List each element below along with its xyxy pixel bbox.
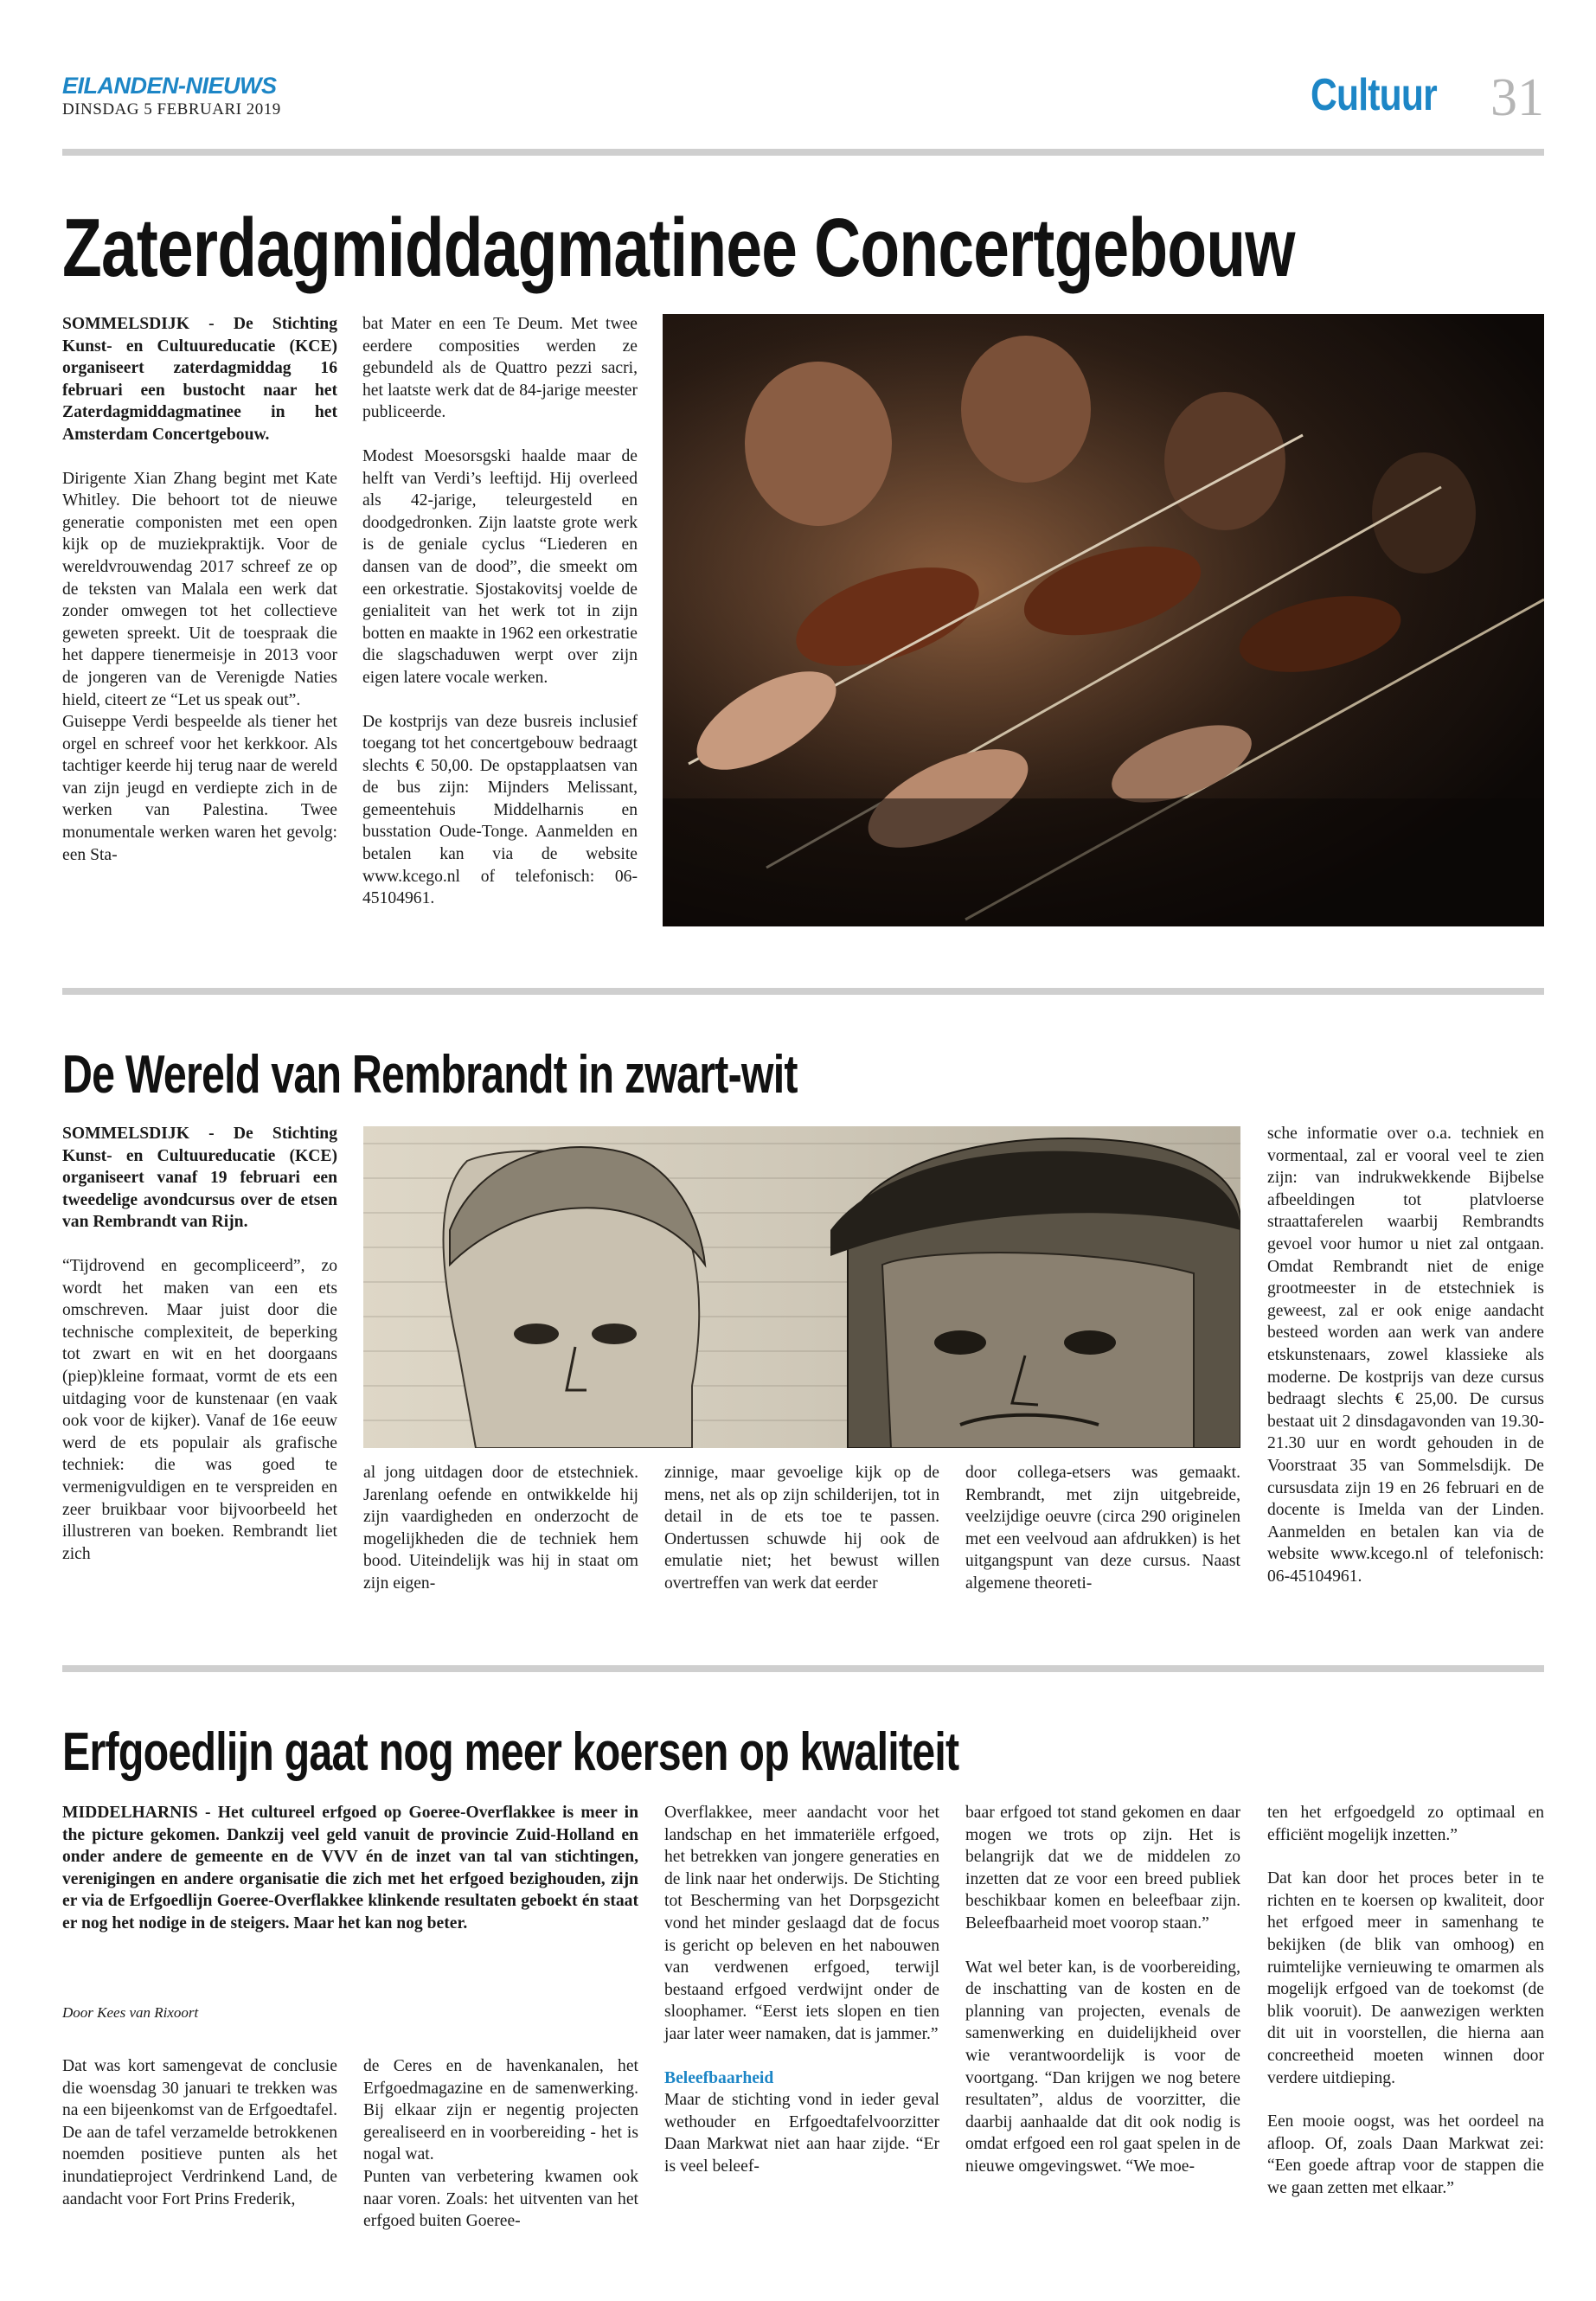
- article3-paragraph: Punten van verbetering kwamen ook naar voren. Zoals: het uitventen van het erfgoed buiten Goeree-: [363, 2167, 638, 2231]
- article1-paragraph: Modest Moesorsgski haalde maar de helft van Verdi’s leeftijd. Hij overleed als 42-jarige, teleurgesteld en doodgedronken. Zijn laatste grote werk is de geniale cyclus “Liederen en dansen van de dood”, die smeekt om een orkestratie. Sjostakovitsj voelde de genialiteit van het werk tot in zijn botten en maakte in 1962 een orkestratie die slagschaduwen werpt over zijn eigen latere vocale werken.: [362, 446, 638, 687]
- article3-column-1: [62, 2055, 337, 2210]
- article2-paragraph: zinnige, maar gevoelige kijk op de mens, net als op zijn schilderijen, tot in detail in de ets toe te passen. Ondertussen schuwde hij ook de emulatie niet; het bewust willen overtreffen van werk dat eerder: [664, 1464, 939, 1593]
- article2-column-4: [965, 1462, 1240, 1595]
- article3-column-2: [363, 2055, 638, 2233]
- article3-paragraph: de Ceres en de havenkanalen, het Erfgoedmagazine en de samenwerking. Bij elkaar zijn er negentig projecten gerealiseerd en in voorbereiding - het is nogal wat.: [363, 2057, 638, 2164]
- article1-paragraph: bat Mater en een Te Deum. Met twee eerdere composities werden ze gebundeld als de Quattro pezzi sacri, het laatste werk dat de 84-jarige meester publiceerde.: [362, 315, 638, 422]
- page-number: 31: [1490, 68, 1544, 127]
- article2-paragraph: “Tijdrovend en gecompliceerd”, zo wordt het maken van een ets omschreven. Maar juist door die technische complexiteit, de beperking tot zwart en wit en het doorgaans (piep)kleine formaat, vormt de ets een uitdaging voor de kunstenaar (en vaak ook voor de kijker). Vanaf de 16e eeuw werd de ets populair als grafische techniek: die was goed te vermenigvuldigen en te verspreiden en zeer bruikbaar voor bijvoorbeeld het illustreren van boeken. Rembrandt liet zich: [62, 1256, 337, 1563]
- article3-paragraph: Een mooie oogst, was het oordeel na afloop. Of, zoals Daan Markwat zei: “Een goede aftrap voor de stappen die we gaan zetten met elkaar.”: [1267, 2112, 1544, 2197]
- article2-column-3: [664, 1462, 939, 1595]
- article2-paragraph: door collega-etsers was gemaakt. Rembrandt, met zijn uitgebreide, veelzijdige oeuvre (circa 290 originelen met een veelvoud aan afdrukken) is het uitgangspunt van deze cursus. Naast algemene theoreti-: [965, 1464, 1240, 1593]
- article3-column-5: [1267, 1802, 1544, 2200]
- article2-column-5: [1267, 1123, 1544, 1587]
- article1-lead: SOMMELSDIJK - De Stichting Kunst- en Cultuureducatie (KCE) organiseert zaterdagmiddag 16 februari een bustocht naar het Zaterdagmiddagmatinee in het Amsterdam Concertgebouw.: [62, 315, 337, 444]
- article3-paragraph: Dat kan door het proces beter in te richten en te koersen op kwaliteit, door het erfgoed meer in samenhang te bekijken (de blik van omhoog) en ruimtelijke vernieuwing te omarmen als mogelijk erfgoed van de toekomst (de blik vooruit). De aanwezigen werkten dit uit in voorstellen, die hierna aan concreetheid moeten winnen door verdere uitdieping.: [1267, 1869, 1544, 2087]
- article3-paragraph: Wat wel beter kan, is de voorbereiding, de inschatting van de kosten en de planning van projecten, evenals de samenwerking en duidelijkheid over wie verantwoordelijk is voor de voortgang. “Dan krijgen we nog betere resultaten”, aldus de voorzitter, die daarbij aanhaalde dat dit ook nodig is omdat erfgoed een rol gaat spelen in de nieuwe omgevingswet. “We moe-: [965, 1958, 1240, 2176]
- article1-paragraph: Guiseppe Verdi bespeelde als tiener het orgel en schreef voor het kerkkoor. Als tachtiger keerde hij terug naar de wereld van zijn jeugd en verdiepte zich in de werken van Palestina. Twee monumentale werken waren het gevolg: een Sta-: [62, 713, 337, 864]
- article2-paragraph: al jong uitdagen door de etstechniek. Jarenlang oefende en ontwikkelde hij zijn vaardigheden en onderzocht de mogelijkheden die de techniek hem bood. Uiteindelijk was hij in staat om zijn eigen-: [363, 1464, 638, 1593]
- article2-headline: De Wereld van Rembrandt in zwart-wit: [62, 1045, 798, 1105]
- article2-column-2: [363, 1462, 638, 1595]
- article3-paragraph: baar erfgoed tot stand gekomen en daar mogen we trots op zijn. Het is belangrijk dat we de middelen zo inzetten dat ze voor een breed publiek beschikbaar komen en beleefbaar zijn. Beleefbaarheid moet voorop staan.”: [965, 1804, 1240, 1932]
- article3-column-3: [664, 1802, 939, 2178]
- orchestra-illustration: [663, 314, 1544, 926]
- newspaper-logo: EILANDEN-NIEUWS: [62, 73, 277, 99]
- article2-lead: SOMMELSDIJK - De Stichting Kunst- en Cultuureducatie (KCE) organiseert vanaf 19 februari een tweedelige avondcursus over de etsen van Rembrandt van Rijn.: [62, 1125, 337, 1232]
- rembrandt-etching-photo: [363, 1126, 1240, 1448]
- issue-date: DINSDAG 5 FEBRUARI 2019: [62, 100, 281, 119]
- article3-paragraph: Maar de stichting vond in ieder geval wethouder en Erfgoedtafelvoorzitter Daan Markwat niet aan haar zijde. “Er is veel beleef-: [664, 2091, 939, 2176]
- article1-paragraph: De kostprijs van deze busreis inclusief toegang tot het concertgebouw bedraagt slechts € 50,00. De opstapplaatsen van de bus zijn: Mijnders Melissant, gemeentehuis Middelharnis en busstation Oude-Tonge. Aanmelden en betalen kan via de website www.kcego.nl of telefonisch: 06-45104961.: [362, 712, 638, 908]
- header-rule: [62, 149, 1544, 156]
- article3-headline: Erfgoedlijn gaat nog meer koersen op kwaliteit: [62, 1722, 959, 1782]
- article3-byline: Door Kees van Rixoort: [62, 2004, 199, 2021]
- article3-paragraph: Dat was kort samengevat de conclusie die woensdag 30 januari te trekken was na een bijeenkomst van de Erfgoedtafel. De aan de tafel verzamelde betrokkenen noemden positieve punten als het inundatieproject Verdrinkend Land, de aandacht voor Fort Prins Frederik,: [62, 2057, 337, 2208]
- article1-headline: Zaterdagmiddagmatinee Concertgebouw: [62, 202, 1295, 294]
- article1-column-2: [362, 313, 638, 910]
- article3-column-4: [965, 1802, 1240, 2178]
- article3-paragraph: Overflakkee, meer aandacht voor het landschap en het immateriële erfgoed, het betrekken van jongere generaties en de link naar het onderwijs. De Stichting tot Bescherming van het Dorpsgezicht vond het minder geslaagd dat de focus is gericht op beleven en het nabouwen van verdwenen erfgoed, terwijl bestaand erfgoed verdwijnt onder de sloophamer. “Eerst iets slopen en tien jaar later weer namaken, dat is jammer.”: [664, 1804, 939, 2043]
- article3-lead: MIDDELHARNIS - Het cultureel erfgoed op Goeree-Overflakkee is meer in the picture gekomen. Dankzij veel geld vanuit de provincie Zuid-Holland en onder andere de gemeente en de VVV én de inzet van tal van stichtingen, verenigingen en andere organisatie die zich met het erfgoed bezighouden, zijn er via de Erfgoedlijn Goeree-Overflakkee klinkende resultaten geboekt én staat er nog het nodige in de steigers. Maar het kan nog beter.: [62, 1804, 638, 1932]
- article3-paragraph: ten het erfgoedgeld zo optimaal en efficiënt mogelijk inzetten.”: [1267, 1804, 1544, 1844]
- article2-column-1: [62, 1123, 337, 1565]
- article1-paragraph: Dirigente Xian Zhang begint met Kate Whitley. Die behoort tot de nieuwe generatie componisten met een open kijk op de muziekpraktijk. Voor de wereldvrouwendag 2017 schreef ze op de teksten van Malala een werk dat zonder omwegen tot het collectieve geweten spreekt. Uit de toespraak die het dappere tienermeisje in 2013 voor de jongeren van de Verenigde Naties hield, citeert ze “Let us speak out”.: [62, 469, 337, 709]
- etching-illustration: [363, 1126, 1240, 1448]
- article1-column-1: [62, 313, 337, 866]
- article2-paragraph: sche informatie over o.a. techniek en vormentaal, zal er vooral veel te zien zijn: van indrukwekkende Bijbelse afbeeldingen tot platvloerse straattaferelen waarbij Rembrandts gevoel voor humor u niet zal ontgaan. Omdat Rembrandt niet de enige grootmeester in de etstechniek is geweest, zal er ook enige aandacht besteed worden aan werk van andere etskunstenaars, zowel klassieke als moderne. De kostprijs van deze cursus bedraagt slechts € 25,00. De cursus bestaat uit 2 dinsdagavonden van 19.30-21.30 uur en wordt gehouden in de Voorstraat 35 van Sommelsdijk. De cursusdata zijn 19 en 26 februari en de docente is Imelda van der Linden. Aanmelden en betalen kan via de website www.kcego.nl of telefonisch: 06-45104961.: [1267, 1125, 1544, 1586]
- article3-subhead: Beleefbaarheid: [664, 2068, 774, 2087]
- section-rule: [62, 988, 1544, 995]
- section-title: Cultuur: [1311, 70, 1437, 120]
- orchestra-violins-photo: [663, 314, 1544, 926]
- section-rule: [62, 1665, 1544, 1672]
